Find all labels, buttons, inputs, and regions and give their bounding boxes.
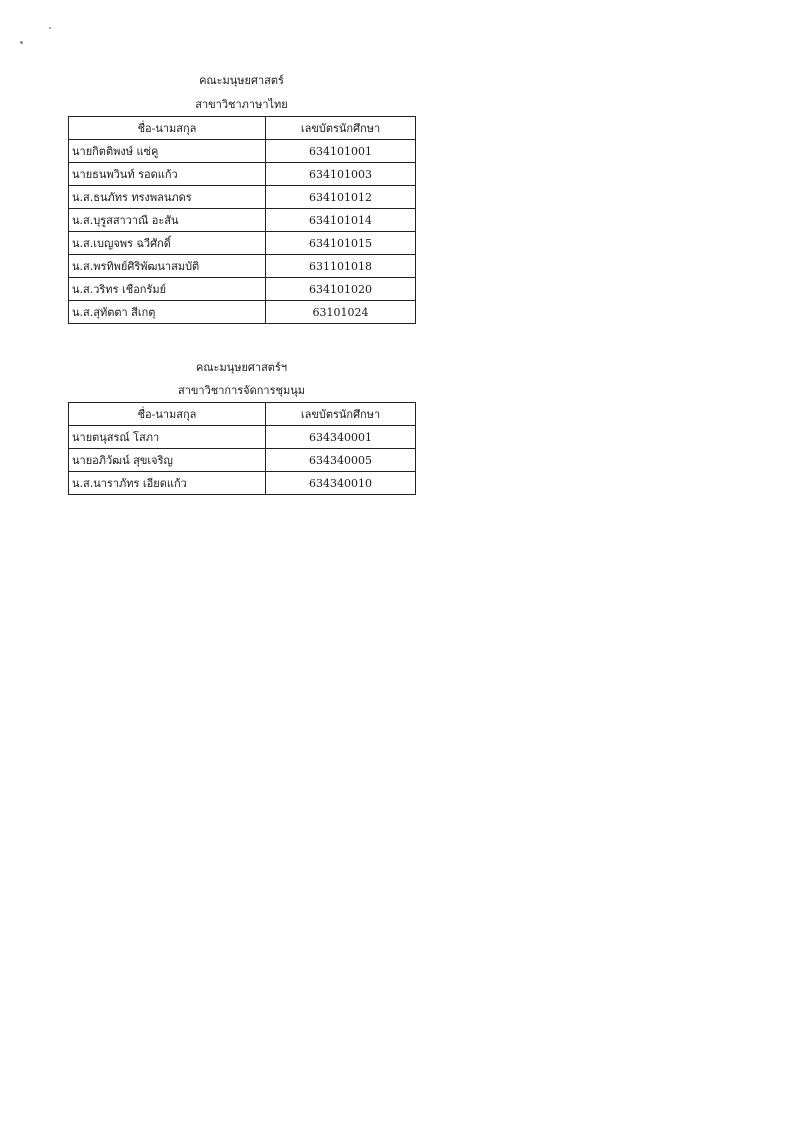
table-row (69, 449, 416, 472)
column-header-name: ชื่อ-นามสกุล (69, 403, 266, 426)
student-id: 634340010 (266, 472, 416, 495)
table-row (69, 301, 416, 324)
student-name: น.ส.สุทัตตา สีเกตุ (69, 301, 266, 324)
student-id: 631101018 (266, 255, 416, 278)
scan-speck (49, 27, 51, 29)
major-heading: สาขาวิชาการจัดการชุมนุม (178, 384, 305, 397)
student-id: 634101015 (266, 232, 416, 255)
student-id: 634101003 (266, 163, 416, 186)
table-row (69, 278, 416, 301)
student-id: 634101014 (266, 209, 416, 232)
table-header-row (69, 117, 416, 140)
table-header-row (69, 403, 416, 426)
table-row (69, 163, 416, 186)
student-id: 63101024 (266, 301, 416, 324)
student-name: นายตนุสรณ์ โสภา (69, 426, 266, 449)
table-row (69, 186, 416, 209)
student-id: 634340005 (266, 449, 416, 472)
major-heading: สาขาวิชาภาษาไทย (195, 98, 288, 111)
table-row (69, 255, 416, 278)
column-header-name: ชื่อ-นามสกุล (69, 117, 266, 140)
student-name: น.ส.นาราภัทร เอียดแก้ว (69, 472, 266, 495)
faculty-heading: คณะมนุษยศาสตร์ (199, 74, 284, 87)
student-id: 634101020 (266, 278, 416, 301)
student-id: 634101001 (266, 140, 416, 163)
table-row (69, 472, 416, 495)
table-row (69, 426, 416, 449)
table-row (69, 140, 416, 163)
student-table (68, 116, 416, 324)
section-community-management (68, 361, 415, 495)
student-table (68, 402, 416, 495)
student-name: นายธนพวินท์ รอดแก้ว (69, 163, 266, 186)
faculty-heading: คณะมนุษยศาสตร์ฯ (195, 361, 288, 374)
section-thai-language (68, 74, 415, 324)
column-header-student-id: เลขบัตรนักศึกษา (266, 403, 416, 426)
student-name: นายกิตติพงษ์ แซ่คู (69, 140, 266, 163)
student-name: น.ส.ธนภัทร ทรงพลนภดร (69, 186, 266, 209)
student-name: น.ส.วริทร เชือกรัมย์ (69, 278, 266, 301)
scan-speck (20, 41, 23, 44)
student-name: น.ส.บุรูสสาวาณี อะสัน (69, 209, 266, 232)
column-header-student-id: เลขบัตรนักศึกษา (266, 117, 416, 140)
student-name: นายอภิวัฒน์ สุขเจริญ (69, 449, 266, 472)
student-id: 634340001 (266, 426, 416, 449)
student-name: น.ส.พรทิพย์ศิริพัฒนาสมบัติ (69, 255, 266, 278)
table-row (69, 232, 416, 255)
table-row (69, 209, 416, 232)
student-id: 634101012 (266, 186, 416, 209)
student-name: น.ส.เบญจพร ฉวีศักดิ์ (69, 232, 266, 255)
